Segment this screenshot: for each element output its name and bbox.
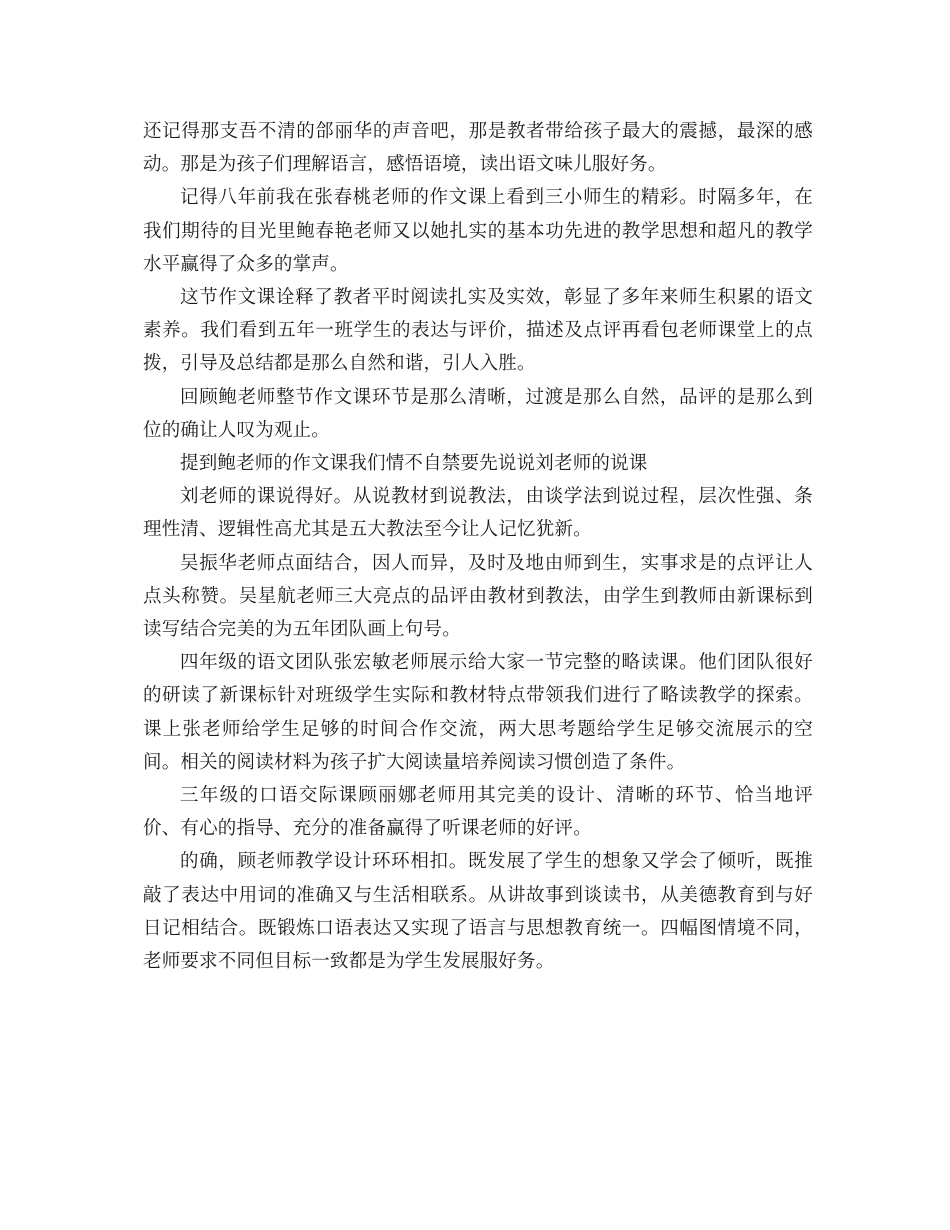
paragraph-1: 还记得那支吾不清的郃丽华的声音吧，那是教者带给孩子最大的震撼，最深的感动。那是为孩子们理解语言，感悟语境，读出语文味儿服好务。 bbox=[143, 121, 813, 176]
paragraph-6: 刘老师的课说得好。从说教材到说教法，由谈学法到说过程，层次性强、条理性清、逻辑性高尤其是五大教法至今让人记忆犹新。 bbox=[143, 486, 813, 541]
paragraph-2: 记得八年前我在张春桃老师的作文课上看到三小师生的精彩。时隔多年，在我们期待的目光里鲍春艳老师又以她扎实的基本功先进的教学思想和超凡的教学水平赢得了众多的掌声。 bbox=[143, 187, 813, 275]
paragraph-9: 三年级的口语交际课顾丽娜老师用其完美的设计、清晰的环节、恰当地评价、有心的指导、充分的准备赢得了听课老师的好评。 bbox=[143, 785, 813, 840]
paragraph-8: 四年级的语文团队张宏敏老师展示给大家一节完整的略读课。他们团队很好的研读了新课标针对班级学生实际和教材特点带领我们进行了略读教学的探索。课上张老师给学生足够的时间合作交流，两大思考题给学生足够交流展示的空间。相关的阅读材料为孩子扩大阅读量培养阅读习惯创造了条件。 bbox=[143, 652, 813, 773]
paragraph-7: 吴振华老师点面结合，因人而异，及时及地由师到生，实事求是的点评让人点头称赞。吴星航老师三大亮点的品评由教材到教法，由学生到教师由新课标到读写结合完美的为五年团队画上句号。 bbox=[143, 552, 813, 641]
document-body bbox=[143, 115, 813, 978]
paragraph-10: 的确，顾老师教学设计环环相扣。既发展了学生的想象又学会了倾听，既推敲了表达中用词的准确又与生活相联系。从讲故事到谈读书，从美德教育到与好日记相结合。既锻炼口语表达又实现了语言与思想教育统一。四幅图情境不同，老师要求不同但目标一致都是为学生发展服好务。 bbox=[143, 851, 813, 973]
paragraph-3: 这节作文课诠释了教者平时阅读扎实及实效，彰显了多年来师生积累的语文素养。我们看到五年一班学生的表达与评价，描述及点评再看包老师课堂上的点拨，引导及总结都是那么自然和谐，引人入胜。 bbox=[143, 287, 813, 375]
paragraph-4: 回顾鲍老师整节作文课环节是那么清晰，过渡是那么自然，品评的是那么到位的确让人叹为观止。 bbox=[143, 386, 813, 441]
paragraph-5: 提到鲍老师的作文课我们情不自禁要先说说刘老师的说课 bbox=[180, 453, 648, 475]
